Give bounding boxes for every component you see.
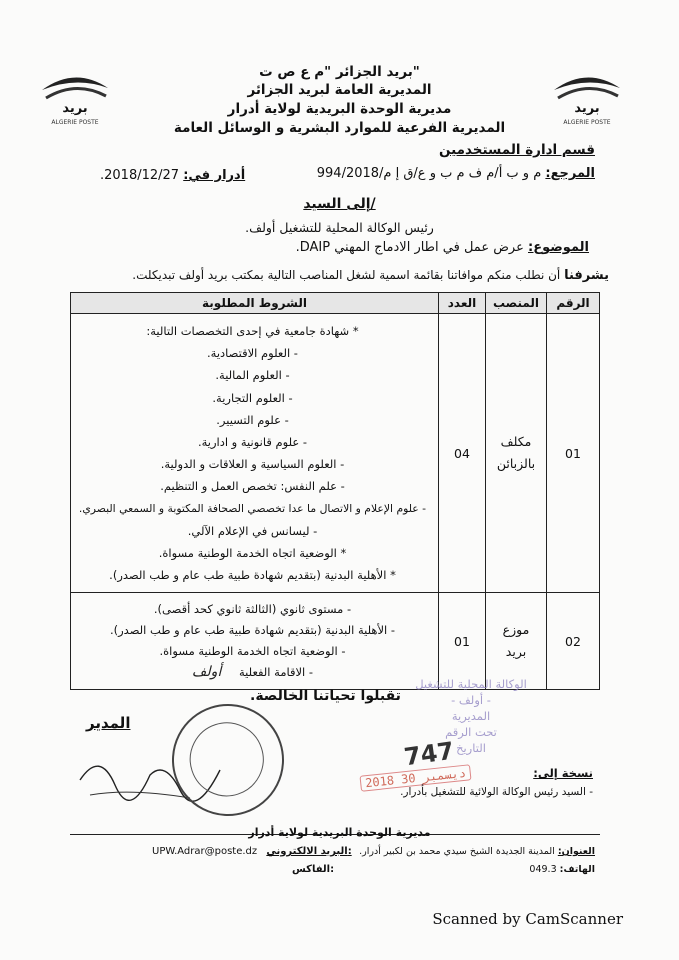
condition-item: - ليسانس في الإعلام الآلي. xyxy=(187,523,318,538)
subject-value: عرض عمل في اطار الادماج المهني DAIP. xyxy=(295,240,524,255)
condition-item: - الوضعية اتجاه الخدمة الوطنية مسواة. xyxy=(159,644,346,659)
svg-text:بريد: بريد xyxy=(574,101,600,116)
scanner-watermark: Scanned by CamScanner xyxy=(432,910,623,928)
condition-item: - العلوم السياسية و العلاقات و الدولية. xyxy=(160,457,345,472)
handwritten-town: أولف xyxy=(191,664,222,681)
agency-stamp-line2: - أولف - xyxy=(451,693,491,707)
condition-item xyxy=(75,662,430,683)
row-2-num: 02 xyxy=(547,593,600,690)
copy-to-label: نسخة إلى: xyxy=(533,766,593,780)
intro-text: أن نطلب منكم موافاتنا بقائمة اسمية لشغل المناصب التالية بمكتب بريد أولف تبديكلت. xyxy=(132,268,561,282)
department-label: قسم ادارة المستخدمين xyxy=(438,142,595,158)
table-row xyxy=(71,314,600,593)
addressee-title: إلى السيد/ xyxy=(303,196,376,212)
condition-item: - علوم الإعلام و الاتصال ما عدا تخصصي الصحافة المكتوبة و السمعي البصري. xyxy=(78,501,427,515)
row-2-post-line1: موزع xyxy=(502,622,530,638)
phone-label: الهاتف: xyxy=(559,864,595,875)
condition-item: - علوم التسيير. xyxy=(216,412,289,427)
table-header-row xyxy=(71,293,600,314)
condition-item: - الأهلية البدنية (بتقديم شهادة طبية طب عام و طب الصدر). xyxy=(109,623,396,638)
svg-text:ALGERIE POSTE: ALGERIE POSTE xyxy=(563,119,611,126)
agency-stamp-line1: الوكالة المحلية للتشغيل xyxy=(415,677,527,691)
residence-label: - الاقامة الفعلية xyxy=(239,665,314,680)
reference-value: م و ب أ/م ف م ب و ع/ق إ م/994/2018 xyxy=(316,166,542,181)
footer-email xyxy=(152,846,352,857)
email-value: UPW.Adrar@poste.dz xyxy=(152,846,258,857)
reference-line xyxy=(317,166,595,181)
row-1-conditions xyxy=(71,314,439,593)
subject-label: الموضوع: xyxy=(528,240,589,255)
agency-stamp-line3: المديرية xyxy=(451,709,491,723)
row-1-count: 04 xyxy=(439,314,486,593)
footer-org: مديرية الوحدة البريدية لولاية أدرار xyxy=(248,826,431,839)
condition-item: - العلوم التجارية. xyxy=(212,390,293,405)
agency-stamp-line4: تحت الرقم xyxy=(445,725,497,739)
header-line-1: بريد الجزائر "م ع ص ت" xyxy=(259,64,420,80)
received-date-stamp: 2018 ديسمبر 30 xyxy=(359,764,471,792)
footer-phone xyxy=(529,864,595,875)
svg-text:ALGERIE POSTE: ALGERIE POSTE xyxy=(51,119,99,126)
signatory-title: المدير xyxy=(86,714,131,732)
fax-label: الفاكس: xyxy=(292,864,335,875)
condition-item: - علوم قانونية و ادارية. xyxy=(197,435,308,450)
header-count: العدد xyxy=(439,293,486,314)
agency-stamp-line5: التاريخ xyxy=(456,741,486,755)
svg-text:بريد: بريد xyxy=(62,101,88,116)
header-line-4: المديرية الفرعية للموارد البشرية و الوسائل العامة xyxy=(173,120,506,136)
place-date-label: أدرار في: xyxy=(183,168,246,183)
header-line-3: مديرية الوحدة البريدية لولاية أدرار xyxy=(227,101,452,117)
intro-lead: يشرفنا xyxy=(564,268,609,283)
reference-label: المرجع: xyxy=(545,166,595,181)
positions-table xyxy=(70,292,600,690)
copy-to-item: - السيد رئيس الوكالة الولائية للتشغيل بأدرار. xyxy=(400,786,593,798)
condition-item: - علم النفس: تخصص العمل و التنظيم. xyxy=(160,479,345,494)
address-value: المدينة الجديدة الشيخ سيدي محمد بن لكبير أدرار. xyxy=(359,846,555,857)
row-1-num: 01 xyxy=(547,314,600,593)
address-label: العنوان: xyxy=(557,846,595,857)
phone-value: 049.3 xyxy=(529,864,557,875)
footer xyxy=(70,834,600,885)
condition-item: - العلوم المالية. xyxy=(215,368,290,383)
intro-line xyxy=(69,268,609,283)
subject-line xyxy=(296,240,589,255)
row-1-post-line2: بالزبائن xyxy=(496,456,536,472)
condition-item: - العلوم الاقتصادية. xyxy=(207,346,298,361)
addressee-name: رئيس الوكالة المحلية للتشغيل أولف. xyxy=(245,220,434,235)
place-date-line xyxy=(100,168,245,183)
place-date-value: 2018/12/27. xyxy=(100,168,180,183)
header-line-2: المديرية العامة لبريد الجزائر xyxy=(247,82,432,98)
row-1-post-line1: مكلف xyxy=(500,434,532,450)
condition-item: * الأهلية البدنية (بتقديم شهادة طبية طب عام و طب الصدر). xyxy=(109,568,396,583)
received-number: 747 xyxy=(402,736,456,772)
header-num: الرقم xyxy=(547,293,600,314)
row-1-post xyxy=(486,314,547,593)
closing-line: تقبلوا تحياتنا الخالصة. xyxy=(250,688,401,704)
condition-item: * الوضعية اتجاه الخدمة الوطنية مسواة. xyxy=(158,546,347,561)
condition-item: * شهادة جامعية في إحدى التخصصات التالية: xyxy=(146,324,359,338)
footer-address xyxy=(359,846,595,857)
row-2-count: 01 xyxy=(439,593,486,690)
row-2-post-line2: بريد xyxy=(505,644,527,660)
header-conditions: الشروط المطلوبة xyxy=(71,293,439,314)
email-label: البريد الالكتروني: xyxy=(266,846,352,857)
condition-item: - مستوى ثانوي (الثالثة ثانوي كحد أقصى). xyxy=(153,602,352,617)
header-post: المنصب xyxy=(486,293,547,314)
